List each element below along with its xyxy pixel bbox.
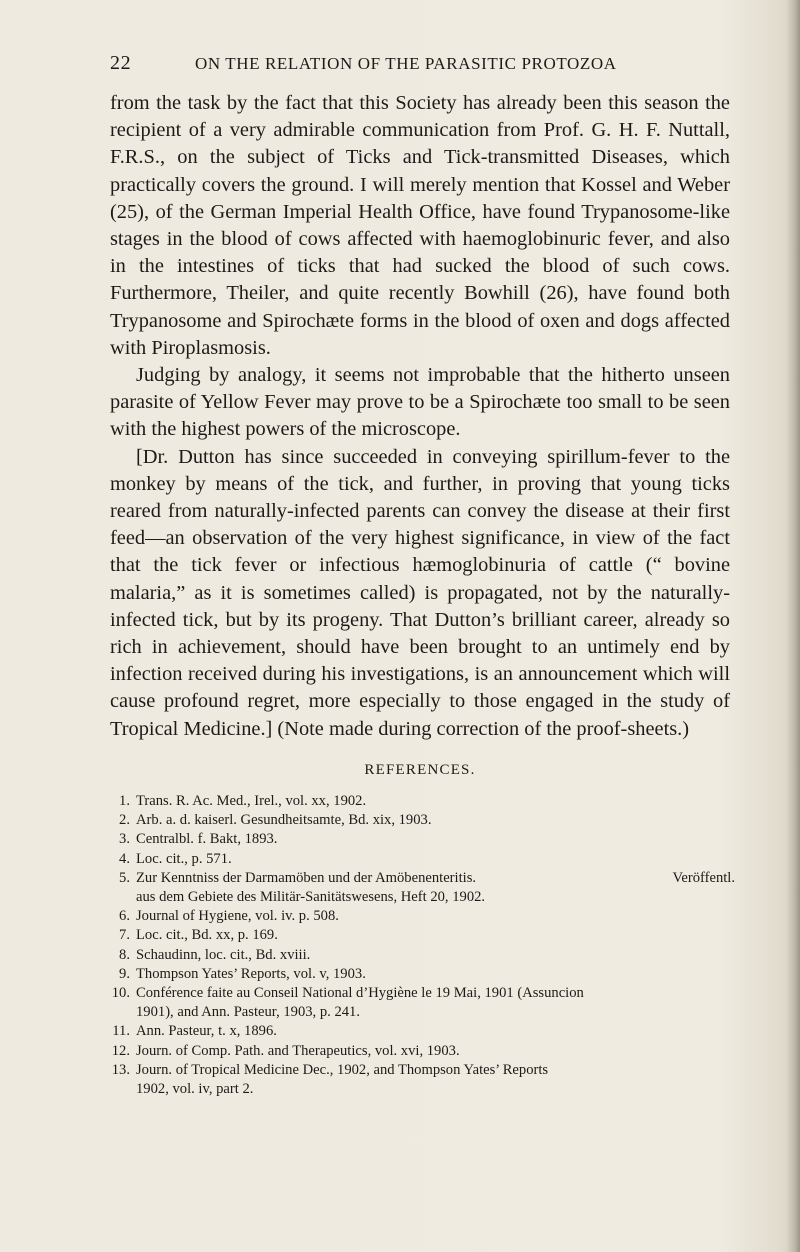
reference-item bbox=[110, 869, 735, 907]
reference-continuation: 1901), and Ann. Pasteur, 1903, p. 241. bbox=[136, 1004, 360, 1021]
reference-number: 4. bbox=[119, 850, 130, 867]
reference-number: 9. bbox=[119, 965, 130, 982]
reference-text: Conférence faite au Conseil National d’Hygiène le 19 Mai, 1901 (Assuncion bbox=[136, 985, 584, 1002]
page-edge-shadow bbox=[786, 0, 800, 1252]
reference-item bbox=[110, 850, 735, 869]
reference-text: Zur Kenntniss der Darmamöben und der Amöbenenteritis. bbox=[136, 869, 477, 886]
reference-item bbox=[110, 830, 735, 849]
reference-item bbox=[110, 811, 735, 830]
reference-item bbox=[110, 926, 735, 945]
reference-text: Schaudinn, loc. cit., Bd. xviii. bbox=[136, 946, 311, 963]
paragraph: [Dr. Dutton has since succeeded in conveying spirillum-fever to the monkey by means of the tick, and further, in proving that young ticks reared from naturally-infected parents can convey the disease at their first feed—an observation of the very highest significance, in view of the fact that the tick fever or infectious hæmoglobinuria of cattle (“ bovine malaria,” as it is sometimes called) is propagated, not by the naturally-infected tick, but by its progeny. That Dutton’s brilliant career, already so rich in achievement, should have been brought to an untimely end by infection received during his investigations, is an announcement which will cause profound regret, more especially to those engaged in the study of Tropical Medicine.] (Note made during correction of the proof-sheets.) bbox=[110, 445, 730, 740]
reference-continuation: 1902, vol. iv, part 2. bbox=[136, 1081, 254, 1098]
reference-item bbox=[110, 792, 735, 811]
reference-number: 7. bbox=[119, 927, 130, 944]
reference-item bbox=[110, 946, 735, 965]
reference-number: 11. bbox=[112, 1023, 130, 1040]
references-list bbox=[110, 792, 735, 1099]
paragraph: Judging by analogy, it seems not improbable that the hitherto unseen parasite of Yellow Fever may prove to be a Spirochæte too small to be seen with the highest powers of the microscope. bbox=[110, 364, 730, 441]
reference-text: Loc. cit., Bd. xx, p. 169. bbox=[136, 927, 278, 944]
reference-text: Ann. Pasteur, t. x, 1896. bbox=[136, 1023, 277, 1040]
reference-number: 2. bbox=[119, 812, 130, 829]
reference-tail: Veröffentl. bbox=[672, 869, 735, 886]
reference-text: Centralbl. f. Bakt, 1893. bbox=[136, 831, 278, 848]
reference-text: Journal of Hygiene, vol. iv. p. 508. bbox=[136, 908, 339, 925]
reference-number: 6. bbox=[119, 908, 130, 925]
references-heading: REFERENCES. bbox=[364, 762, 476, 778]
reference-text: Trans. R. Ac. Med., Irel., vol. xx, 1902. bbox=[136, 793, 367, 809]
reference-number: 3. bbox=[119, 831, 130, 848]
reference-continuation: aus dem Gebiete des Militär-Sanitätswesens, Heft 20, 1902. bbox=[136, 889, 486, 906]
running-title: ON THE RELATION OF THE PARASITIC PROTOZOA bbox=[195, 54, 617, 73]
reference-text: Journ. of Comp. Path. and Therapeutics, vol. xvi, 1903. bbox=[136, 1042, 460, 1059]
reference-item bbox=[110, 907, 735, 926]
reference-text: Arb. a. d. kaiserl. Gesundheitsamte, Bd. xix, 1903. bbox=[136, 812, 432, 829]
paragraph: from the task by the fact that this Society has already been this season the recipient of a very admirable communication from Prof. G. H. F. Nuttall, F.R.S., on the subject of Ticks and Tick-transmitted Diseases, which practically covers the ground. I will merely mention that Kossel and Weber (25), of the German Imperial Health Office, have found Trypanosome-like stages in the blood of cows affected with haemoglobinuric fever, and also in the intestines of ticks that had sucked the blood of such cows. Furthermore, Theiler, and quite recently Bowhill (26), have found both Trypanosome and Spirochæte forms in the blood of oxen and dogs affected with Piroplasmosis. bbox=[110, 92, 730, 359]
reference-number: 10. bbox=[111, 985, 130, 1002]
reference-item bbox=[110, 1061, 735, 1099]
reference-number: 1. bbox=[119, 793, 130, 809]
reference-item bbox=[110, 984, 735, 1022]
reference-number: 13. bbox=[111, 1061, 130, 1078]
reference-text: Journ. of Tropical Medicine Dec., 1902, and Thompson Yates’ Reports bbox=[136, 1061, 549, 1078]
reference-item bbox=[110, 1042, 735, 1061]
reference-item bbox=[110, 965, 735, 984]
reference-item bbox=[110, 1022, 735, 1041]
body-text bbox=[110, 90, 730, 743]
reference-text: Thompson Yates’ Reports, vol. v, 1903. bbox=[136, 965, 366, 982]
page-number: 22 bbox=[110, 52, 132, 74]
reference-number: 8. bbox=[119, 946, 130, 963]
reference-number: 12. bbox=[111, 1042, 130, 1059]
reference-text: Loc. cit., p. 571. bbox=[136, 850, 232, 867]
reference-number: 5. bbox=[119, 869, 130, 886]
